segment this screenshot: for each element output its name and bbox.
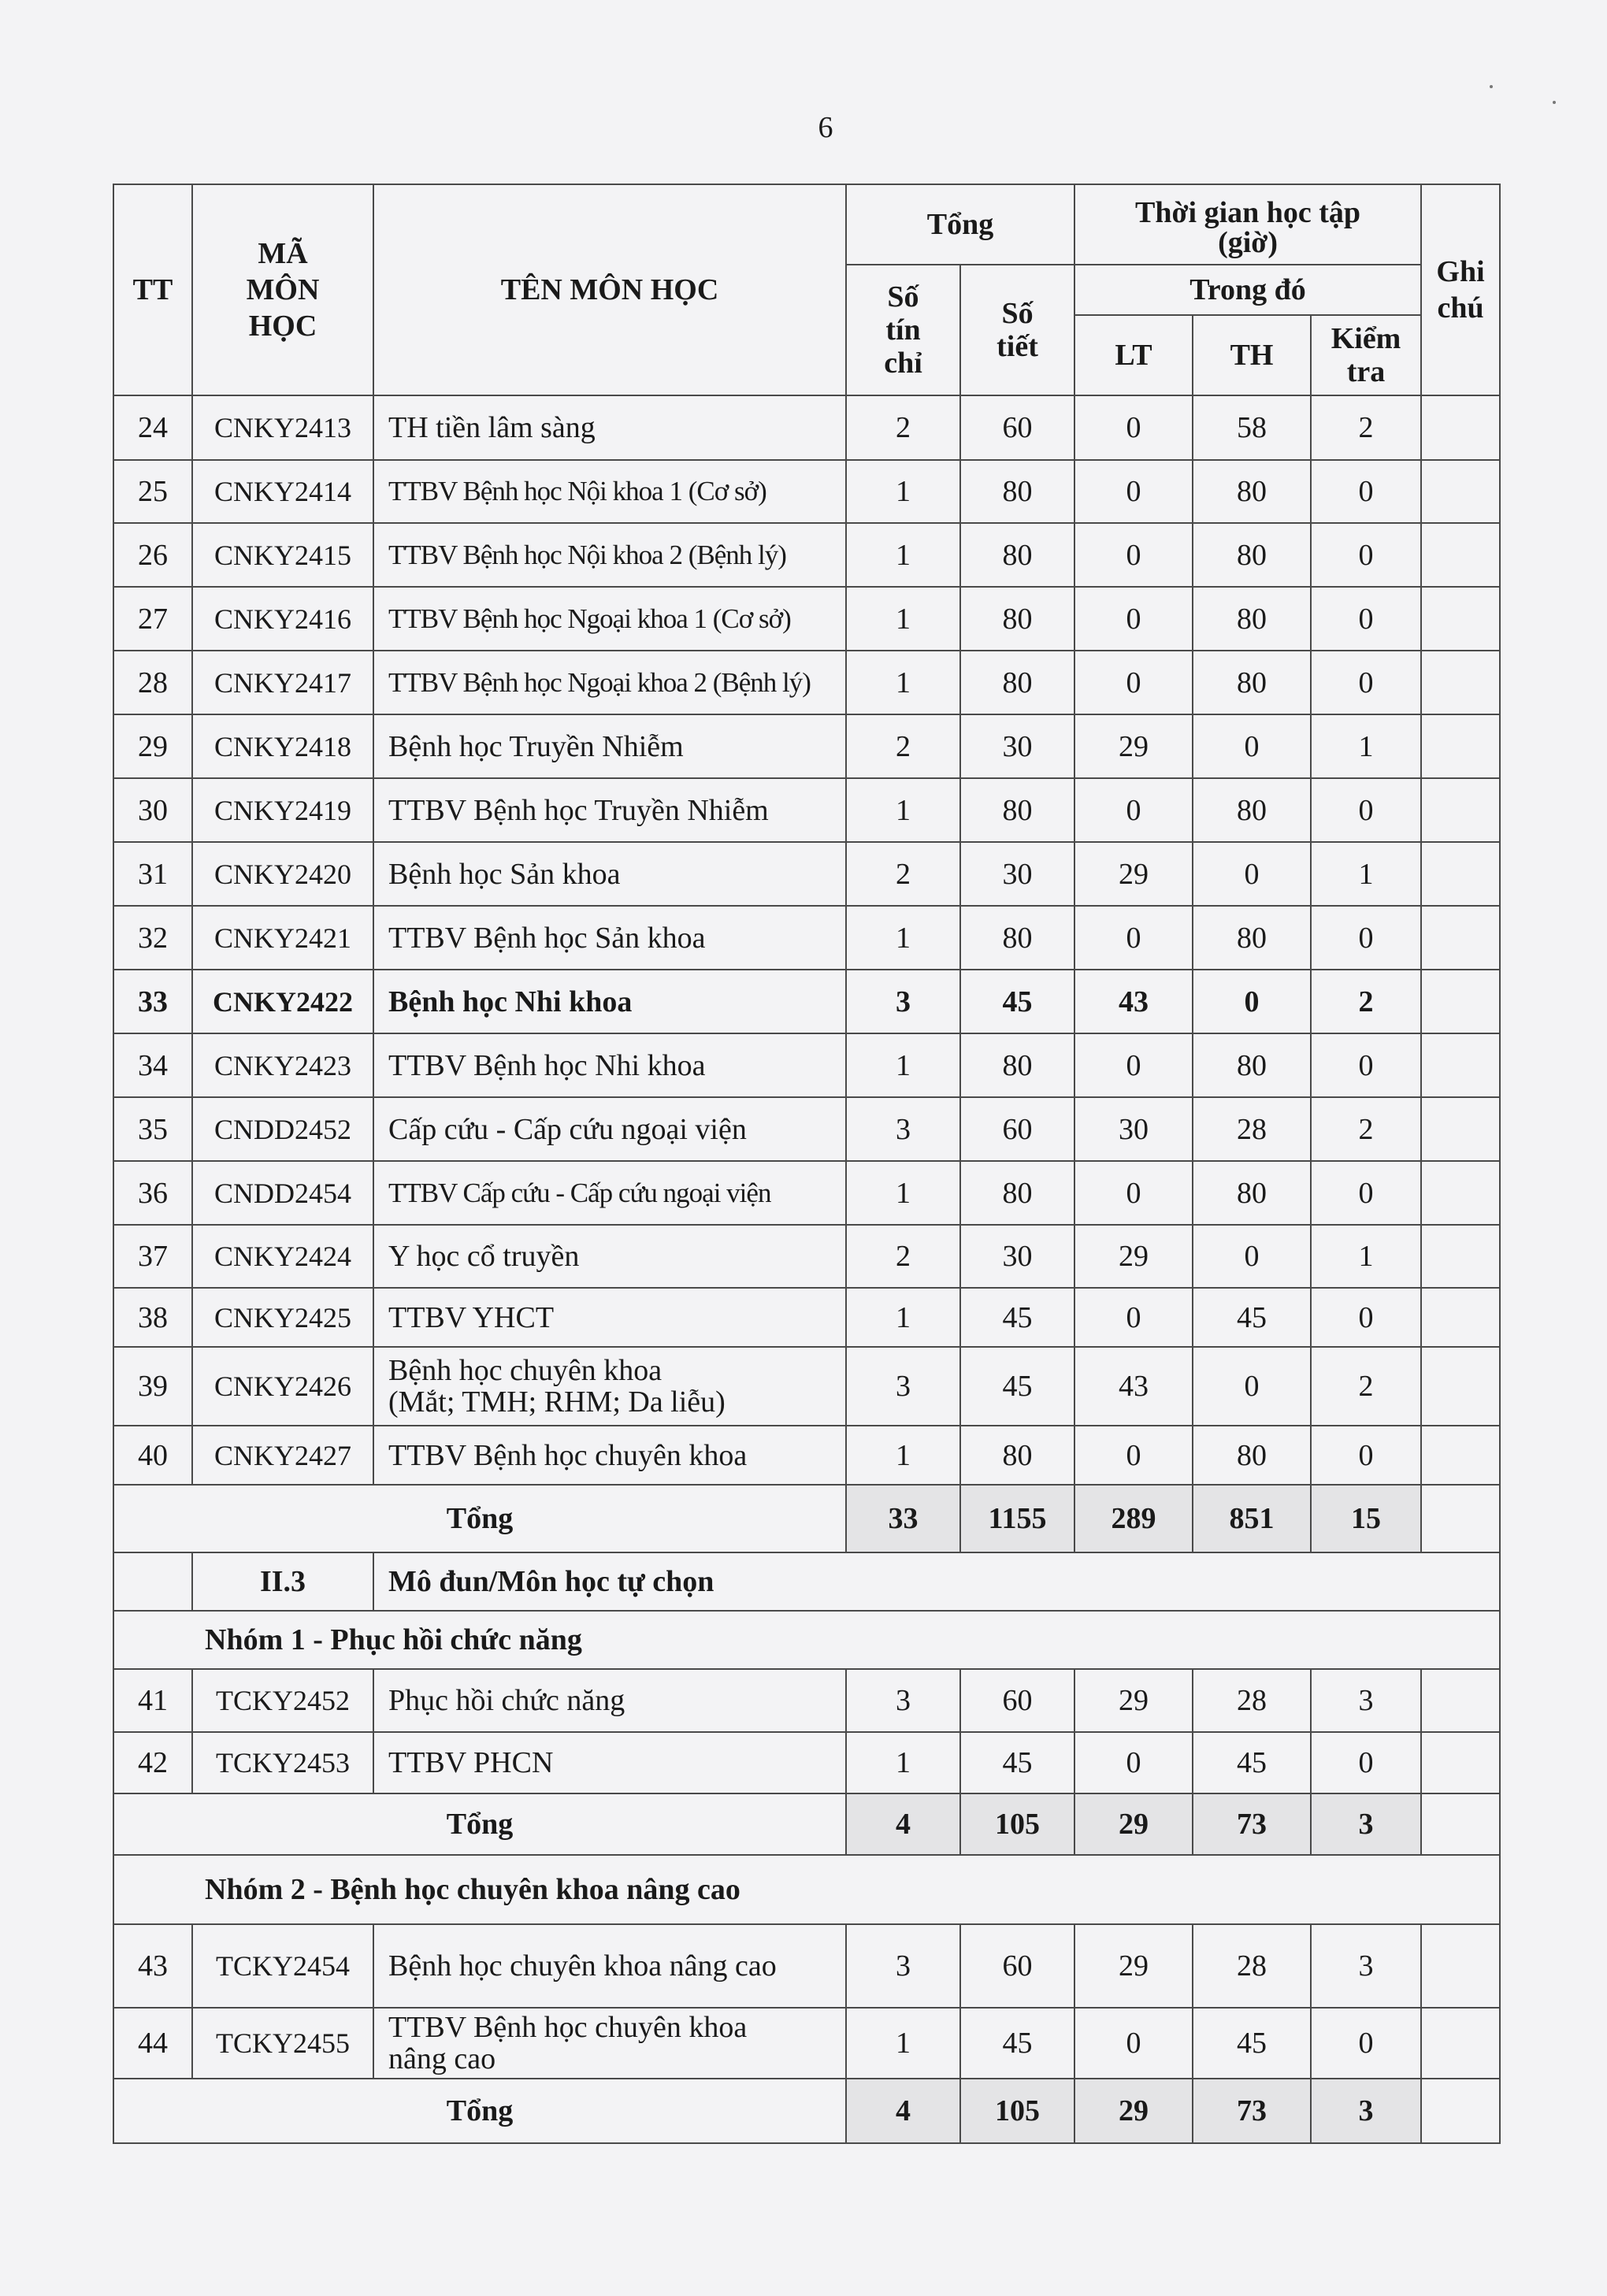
cell-kt: 2 — [1311, 970, 1421, 1033]
cell-tin: 1 — [846, 523, 960, 587]
cell-lt: 0 — [1074, 778, 1193, 842]
header-ma-line-3: HỌC — [248, 310, 317, 343]
total-tin: 4 — [846, 2079, 960, 2143]
cell-code: CNKY2418 — [192, 714, 373, 778]
cell-ghi-chu — [1421, 1924, 1500, 2008]
cell-tiet: 60 — [960, 1097, 1074, 1161]
table-row — [113, 778, 1500, 842]
scan-speck — [1490, 85, 1493, 88]
cell-code: TCKY2453 — [192, 1732, 373, 1793]
cell-tt: 31 — [113, 842, 192, 906]
cell-tt: 38 — [113, 1288, 192, 1347]
total-row — [113, 2079, 1500, 2143]
cell-tiet: 80 — [960, 460, 1074, 523]
cell-kt: 3 — [1311, 1669, 1421, 1732]
section-blank — [113, 1552, 192, 1611]
total-row — [113, 1793, 1500, 1855]
cell-tiet: 45 — [960, 970, 1074, 1033]
table-row — [113, 970, 1500, 1033]
cell-tt: 39 — [113, 1347, 192, 1426]
cell-code: CNKY2427 — [192, 1426, 373, 1485]
cell-kt: 0 — [1311, 906, 1421, 970]
cell-name: Bệnh học Truyền Nhiễm — [373, 714, 846, 778]
cell-name: Phục hồi chức năng — [373, 1669, 846, 1732]
cell-code: CNKY2413 — [192, 395, 373, 460]
cell-kt: 0 — [1311, 1033, 1421, 1097]
cell-tiet: 80 — [960, 906, 1074, 970]
total-label: Tổng — [113, 1485, 846, 1552]
header-ghi-chu — [1421, 184, 1500, 395]
cell-tt: 26 — [113, 523, 192, 587]
header-ma-line-1: MÃ — [258, 237, 308, 270]
cell-ghi-chu — [1421, 1033, 1500, 1097]
cell-th: 45 — [1193, 1732, 1311, 1793]
cell-code: CNDD2452 — [192, 1097, 373, 1161]
cell-kt: 0 — [1311, 2008, 1421, 2079]
cell-th: 80 — [1193, 1426, 1311, 1485]
total-th: 73 — [1193, 1793, 1311, 1855]
cell-lt: 0 — [1074, 587, 1193, 651]
cell-tt: 24 — [113, 395, 192, 460]
cell-lt: 30 — [1074, 1097, 1193, 1161]
cell-th: 80 — [1193, 1161, 1311, 1225]
cell-tiet: 30 — [960, 1225, 1074, 1288]
header-thoi-gian-line-2: (giờ) — [1218, 226, 1278, 259]
table-row — [113, 1225, 1500, 1288]
header-trong-do: Trong đó — [1074, 265, 1421, 315]
cell-name: TTBV Cấp cứu - Cấp cứu ngoại viện — [373, 1161, 846, 1225]
cell-th: 0 — [1193, 714, 1311, 778]
cell-ghi-chu — [1421, 1097, 1500, 1161]
cell-tiet: 30 — [960, 842, 1074, 906]
cell-tin: 2 — [846, 395, 960, 460]
cell-kt: 0 — [1311, 778, 1421, 842]
cell-th: 80 — [1193, 906, 1311, 970]
cell-tt: 34 — [113, 1033, 192, 1097]
cell-ghi-chu — [1421, 778, 1500, 842]
cell-name: Bệnh học Sản khoa — [373, 842, 846, 906]
cell-name-line: TTBV Bệnh học chuyên khoa — [388, 2011, 748, 2044]
cell-tin: 1 — [846, 1426, 960, 1485]
cell-tin: 1 — [846, 1288, 960, 1347]
cell-tiet: 80 — [960, 523, 1074, 587]
total-kt: 3 — [1311, 2079, 1421, 2143]
cell-ghi-chu — [1421, 460, 1500, 523]
header-so-tiet — [960, 265, 1074, 395]
header-kiem-tra — [1311, 315, 1421, 395]
cell-ghi-chu — [1421, 1161, 1500, 1225]
header-tin-line-1: Số — [887, 280, 919, 313]
cell-tin: 1 — [846, 651, 960, 714]
cell-tt: 25 — [113, 460, 192, 523]
cell-name: TTBV Bệnh học Nhi khoa — [373, 1033, 846, 1097]
cell-tiet: 80 — [960, 587, 1074, 651]
cell-code: TCKY2454 — [192, 1924, 373, 2008]
cell-tt: 28 — [113, 651, 192, 714]
header-lt: LT — [1074, 315, 1193, 395]
header-thoi-gian-line-1: Thời gian học tập — [1134, 196, 1361, 229]
total-label: Tổng — [113, 2079, 846, 2143]
group-title: Nhóm 2 - Bệnh học chuyên khoa nâng cao — [113, 1855, 1500, 1924]
cell-ghi-chu — [1421, 2008, 1500, 2079]
total-th: 73 — [1193, 2079, 1311, 2143]
section-code: II.3 — [192, 1552, 373, 1611]
scan-speck — [1553, 101, 1556, 104]
cell-code: CNKY2419 — [192, 778, 373, 842]
cell-name-line: Bệnh học chuyên khoa — [388, 1354, 662, 1387]
cell-ghi-chu — [1421, 523, 1500, 587]
total-tiet: 1155 — [960, 1485, 1074, 1552]
cell-kt: 1 — [1311, 1225, 1421, 1288]
cell-tiet: 45 — [960, 1288, 1074, 1347]
cell-ghi-chu — [1421, 395, 1500, 460]
group-title-row — [113, 1611, 1500, 1669]
cell-tiet: 60 — [960, 395, 1074, 460]
table-row — [113, 395, 1500, 460]
cell-tin: 1 — [846, 1732, 960, 1793]
cell-th: 45 — [1193, 2008, 1311, 2079]
table-row — [113, 1347, 1500, 1426]
cell-th: 28 — [1193, 1669, 1311, 1732]
cell-code: CNKY2415 — [192, 523, 373, 587]
cell-th: 80 — [1193, 587, 1311, 651]
cell-tiet: 80 — [960, 651, 1074, 714]
header-th: TH — [1193, 315, 1311, 395]
group-title-row — [113, 1855, 1500, 1924]
cell-kt: 1 — [1311, 714, 1421, 778]
table-row — [113, 1924, 1500, 2008]
cell-ghi-chu — [1421, 1288, 1500, 1347]
header-thoi-gian — [1074, 184, 1421, 265]
cell-th: 80 — [1193, 523, 1311, 587]
cell-kt: 0 — [1311, 1426, 1421, 1485]
cell-tiet: 45 — [960, 1732, 1074, 1793]
cell-tin: 1 — [846, 906, 960, 970]
total-ghi-chu — [1421, 1793, 1500, 1855]
cell-th: 45 — [1193, 1288, 1311, 1347]
total-kt: 3 — [1311, 1793, 1421, 1855]
cell-kt: 1 — [1311, 842, 1421, 906]
table-row — [113, 714, 1500, 778]
cell-ghi-chu — [1421, 1426, 1500, 1485]
cell-kt: 3 — [1311, 1924, 1421, 2008]
cell-th: 58 — [1193, 395, 1311, 460]
cell-lt: 29 — [1074, 842, 1193, 906]
cell-kt: 2 — [1311, 1347, 1421, 1426]
cell-tin: 3 — [846, 1347, 960, 1426]
cell-th: 0 — [1193, 842, 1311, 906]
cell-th: 0 — [1193, 1225, 1311, 1288]
cell-ghi-chu — [1421, 970, 1500, 1033]
cell-tin: 2 — [846, 1225, 960, 1288]
cell-ghi-chu — [1421, 842, 1500, 906]
header-ten-mon-hoc: TÊN MÔN HỌC — [373, 184, 846, 395]
table-row — [113, 1033, 1500, 1097]
cell-tin: 1 — [846, 1161, 960, 1225]
cell-tiet: 80 — [960, 1426, 1074, 1485]
cell-tt: 32 — [113, 906, 192, 970]
section-title: Mô đun/Môn học tự chọn — [373, 1552, 1500, 1611]
curriculum-table — [113, 184, 1501, 2144]
header-row-1 — [113, 184, 1500, 265]
cell-tiet: 45 — [960, 2008, 1074, 2079]
cell-lt: 43 — [1074, 970, 1193, 1033]
cell-name: Cấp cứu - Cấp cứu ngoại viện — [373, 1097, 846, 1161]
cell-ghi-chu — [1421, 1225, 1500, 1288]
cell-ghi-chu — [1421, 714, 1500, 778]
table-row — [113, 906, 1500, 970]
cell-tiet: 60 — [960, 1669, 1074, 1732]
cell-th: 80 — [1193, 651, 1311, 714]
cell-name — [373, 1347, 846, 1426]
cell-name: Bệnh học chuyên khoa nâng cao — [373, 1924, 846, 2008]
cell-tiet: 60 — [960, 1924, 1074, 2008]
header-so-tin-chi — [846, 265, 960, 395]
group-title: Nhóm 1 - Phục hồi chức năng — [113, 1611, 1500, 1669]
cell-code: TCKY2455 — [192, 2008, 373, 2079]
cell-lt: 43 — [1074, 1347, 1193, 1426]
table-row — [113, 2008, 1500, 2079]
header-ghi-line-2: chú — [1437, 291, 1484, 325]
header-tiet-line-1: Số — [1001, 297, 1034, 330]
cell-name: TTBV Bệnh học Nội khoa 2 (Bệnh lý) — [373, 523, 846, 587]
cell-code: CNDD2454 — [192, 1161, 373, 1225]
table-row — [113, 1426, 1500, 1485]
cell-code: CNKY2424 — [192, 1225, 373, 1288]
cell-tin: 3 — [846, 970, 960, 1033]
cell-ghi-chu — [1421, 1732, 1500, 1793]
cell-lt: 29 — [1074, 1225, 1193, 1288]
cell-code: CNKY2420 — [192, 842, 373, 906]
table-row — [113, 1669, 1500, 1732]
cell-name: TTBV Bệnh học Nội khoa 1 (Cơ sở) — [373, 460, 846, 523]
cell-kt: 0 — [1311, 523, 1421, 587]
total-label: Tổng — [113, 1793, 846, 1855]
cell-code: CNKY2423 — [192, 1033, 373, 1097]
cell-kt: 2 — [1311, 1097, 1421, 1161]
cell-th: 80 — [1193, 778, 1311, 842]
cell-name-line: nâng cao — [388, 2042, 496, 2075]
cell-name — [373, 2008, 846, 2079]
total-tin: 4 — [846, 1793, 960, 1855]
cell-lt: 0 — [1074, 1033, 1193, 1097]
cell-tt: 29 — [113, 714, 192, 778]
cell-name: Bệnh học Nhi khoa — [373, 970, 846, 1033]
cell-tin: 1 — [846, 460, 960, 523]
header-tt: TT — [113, 184, 192, 395]
cell-tt: 35 — [113, 1097, 192, 1161]
cell-kt: 2 — [1311, 395, 1421, 460]
cell-lt: 0 — [1074, 1732, 1193, 1793]
cell-tiet: 80 — [960, 778, 1074, 842]
cell-lt: 0 — [1074, 1288, 1193, 1347]
total-ghi-chu — [1421, 2079, 1500, 2143]
cell-tin: 3 — [846, 1924, 960, 2008]
cell-name: TTBV YHCT — [373, 1288, 846, 1347]
total-tiet: 105 — [960, 1793, 1074, 1855]
cell-tt: 43 — [113, 1924, 192, 2008]
cell-code: CNKY2426 — [192, 1347, 373, 1426]
header-tin-line-3: chỉ — [884, 347, 922, 380]
cell-code: TCKY2452 — [192, 1669, 373, 1732]
cell-name: TTBV Bệnh học Sản khoa — [373, 906, 846, 970]
table-row — [113, 1097, 1500, 1161]
cell-lt: 0 — [1074, 2008, 1193, 2079]
cell-tt: 41 — [113, 1669, 192, 1732]
cell-tin: 2 — [846, 714, 960, 778]
cell-tiet: 30 — [960, 714, 1074, 778]
cell-lt: 0 — [1074, 651, 1193, 714]
cell-lt: 0 — [1074, 523, 1193, 587]
cell-code: CNKY2422 — [192, 970, 373, 1033]
header-kt-line-2: tra — [1346, 355, 1386, 388]
cell-lt: 0 — [1074, 906, 1193, 970]
cell-name: TTBV Bệnh học Ngoại khoa 2 (Bệnh lý) — [373, 651, 846, 714]
cell-name: TTBV Bệnh học Truyền Nhiễm — [373, 778, 846, 842]
cell-name: TTBV Bệnh học chuyên khoa — [373, 1426, 846, 1485]
cell-th: 80 — [1193, 1033, 1311, 1097]
cell-tin: 1 — [846, 1033, 960, 1097]
cell-lt: 29 — [1074, 1924, 1193, 2008]
cell-name: TTBV PHCN — [373, 1732, 846, 1793]
cell-tin: 1 — [846, 778, 960, 842]
cell-th: 80 — [1193, 460, 1311, 523]
total-lt: 289 — [1074, 1485, 1193, 1552]
cell-tt: 37 — [113, 1225, 192, 1288]
cell-tin: 3 — [846, 1097, 960, 1161]
cell-ghi-chu — [1421, 651, 1500, 714]
header-kt-line-1: Kiểm — [1331, 322, 1401, 355]
cell-kt: 0 — [1311, 1161, 1421, 1225]
table-row — [113, 1161, 1500, 1225]
table-row — [113, 460, 1500, 523]
cell-tin: 1 — [846, 587, 960, 651]
header-ma-mon-hoc — [192, 184, 373, 395]
table-row — [113, 842, 1500, 906]
cell-ghi-chu — [1421, 1669, 1500, 1732]
cell-code: CNKY2416 — [192, 587, 373, 651]
cell-name: TH tiền lâm sàng — [373, 395, 846, 460]
total-lt: 29 — [1074, 1793, 1193, 1855]
cell-tt: 40 — [113, 1426, 192, 1485]
header-ma-line-2: MÔN — [246, 273, 320, 306]
cell-kt: 0 — [1311, 1288, 1421, 1347]
table-row — [113, 523, 1500, 587]
cell-tiet: 80 — [960, 1161, 1074, 1225]
cell-lt: 0 — [1074, 1426, 1193, 1485]
cell-lt: 29 — [1074, 1669, 1193, 1732]
cell-code: CNKY2425 — [192, 1288, 373, 1347]
cell-tt: 36 — [113, 1161, 192, 1225]
cell-ghi-chu — [1421, 906, 1500, 970]
cell-th: 28 — [1193, 1097, 1311, 1161]
cell-code: CNKY2414 — [192, 460, 373, 523]
total-tin: 33 — [846, 1485, 960, 1552]
section-row — [113, 1552, 1500, 1611]
cell-th: 0 — [1193, 970, 1311, 1033]
header-tiet-line-2: tiết — [996, 330, 1038, 363]
cell-tin: 2 — [846, 842, 960, 906]
cell-th: 0 — [1193, 1347, 1311, 1426]
cell-name-line: (Mắt; TMH; RHM; Da liễu) — [388, 1385, 726, 1419]
cell-tt: 42 — [113, 1732, 192, 1793]
table-row — [113, 587, 1500, 651]
cell-ghi-chu — [1421, 587, 1500, 651]
header-tong: Tổng — [846, 184, 1074, 265]
cell-ghi-chu — [1421, 1347, 1500, 1426]
cell-kt: 0 — [1311, 587, 1421, 651]
total-tiet: 105 — [960, 2079, 1074, 2143]
total-ghi-chu — [1421, 1485, 1500, 1552]
total-lt: 29 — [1074, 2079, 1193, 2143]
cell-tt: 27 — [113, 587, 192, 651]
cell-kt: 0 — [1311, 651, 1421, 714]
table-row — [113, 1732, 1500, 1793]
cell-name: Y học cổ truyền — [373, 1225, 846, 1288]
cell-th: 28 — [1193, 1924, 1311, 2008]
cell-tt: 30 — [113, 778, 192, 842]
table-row — [113, 651, 1500, 714]
cell-name: TTBV Bệnh học Ngoại khoa 1 (Cơ sở) — [373, 587, 846, 651]
cell-tiet: 45 — [960, 1347, 1074, 1426]
cell-lt: 0 — [1074, 1161, 1193, 1225]
total-kt: 15 — [1311, 1485, 1421, 1552]
cell-tin: 1 — [846, 2008, 960, 2079]
total-row — [113, 1485, 1500, 1552]
page-number: 6 — [818, 111, 833, 144]
cell-lt: 0 — [1074, 395, 1193, 460]
cell-code: CNKY2421 — [192, 906, 373, 970]
total-th: 851 — [1193, 1485, 1311, 1552]
cell-tin: 3 — [846, 1669, 960, 1732]
cell-lt: 0 — [1074, 460, 1193, 523]
cell-kt: 0 — [1311, 460, 1421, 523]
cell-tt: 44 — [113, 2008, 192, 2079]
table-row — [113, 1288, 1500, 1347]
cell-kt: 0 — [1311, 1732, 1421, 1793]
cell-tt: 33 — [113, 970, 192, 1033]
header-ghi-line-1: Ghi — [1436, 255, 1485, 288]
cell-code: CNKY2417 — [192, 651, 373, 714]
cell-lt: 29 — [1074, 714, 1193, 778]
cell-tiet: 80 — [960, 1033, 1074, 1097]
header-tin-line-2: tín — [885, 313, 921, 347]
